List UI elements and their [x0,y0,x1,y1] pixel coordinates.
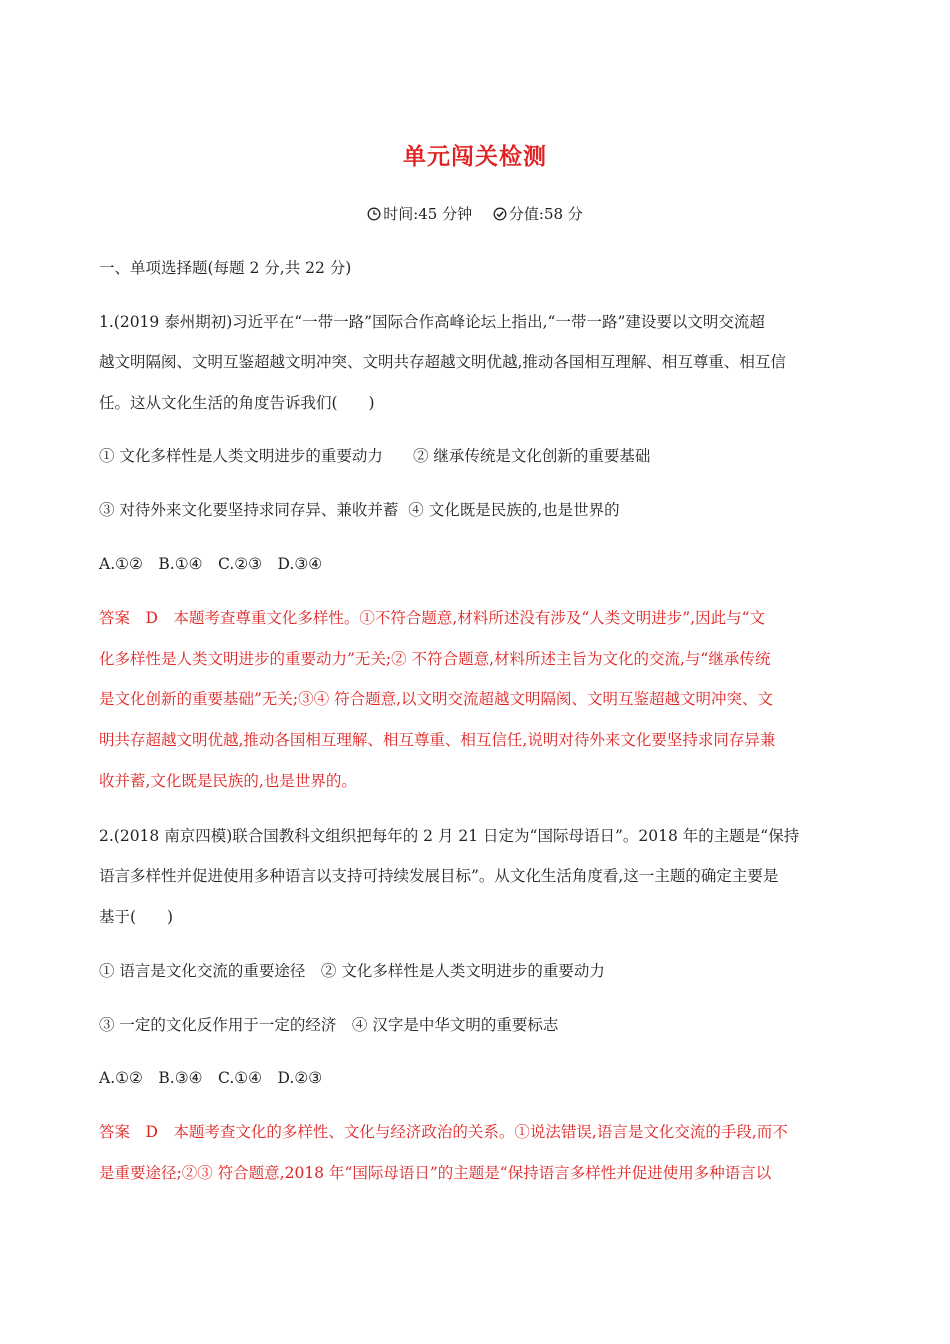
exam-meta [0,203,950,224]
q1-stem-line: 越文明隔阂、文明互鉴超越文明冲突、文明共存超越文明优越,推动各国相互理解、相互尊重、相互信 [99,353,786,371]
q1-answer-line: 化多样性是人类文明进步的重要动力”无关;② 不符合题意,材料所述主旨为文化的交流,与“继承传统 [99,650,771,668]
score-label: 分值:58 分 [508,205,583,223]
q1-answer-line: 明共存超越文明优越,推动各国相互理解、相互尊重、相互信任,说明对待外来文化要坚持求同存异兼 [99,731,776,749]
q2-answer-line: 是重要途径;②③ 符合题意,2018 年“国际母语日”的主题是“保持语言多样性并促进使用多种语言以 [99,1164,772,1182]
q1-choices: A.①② B.①④ C.②③ D.③④ [99,555,323,573]
q2-choices: A.①② B.③④ C.①④ D.②③ [99,1069,323,1087]
q1-answer-line: 收并蓄,文化既是民族的,也是世界的。 [99,772,357,790]
clock-icon [367,207,381,221]
q1-option-3: ③ 对待外来文化要坚持求同存异、兼收并蓄 [99,501,399,519]
time-label: 时间:45 分钟 [383,205,473,223]
score-info [493,203,583,224]
q2-options-row: ① 语言是文化交流的重要途径 ② 文化多样性是人类文明进步的重要动力 [99,962,605,980]
q1-stem-line: 任。这从文化生活的角度告诉我们( ) [99,394,375,412]
check-circle-icon [493,207,507,221]
q1-option-4: ④ 文化既是民族的,也是世界的 [408,501,620,519]
q1-option-1: ① 文化多样性是人类文明进步的重要动力 [99,447,383,465]
q1-option-2: ② 继承传统是文化创新的重要基础 [412,447,651,465]
q2-options-row: ③ 一定的文化反作用于一定的经济 ④ 汉字是中华文明的重要标志 [99,1016,559,1034]
q2-stem-line: 基于( ) [99,908,174,926]
time-info [367,203,472,224]
page-title: 单元闯关检测 [403,144,547,170]
q2-stem-line: 2.(2018 南京四模)联合国教科文组织把每年的 2 月 21 日定为“国际母语日”。2018 年的主题是“保持 [99,827,800,845]
q1-options-row [99,446,650,466]
q1-options-row [99,500,620,520]
q2-stem-line: 语言多样性并促进使用多种语言以支持可持续发展目标”。从文化生活角度看,这一主题的确定主要是 [99,867,779,885]
q2-answer-line: 答案 D 本题考查文化的多样性、文化与经济政治的关系。①说法错误,语言是文化交流的手段,而不 [99,1123,788,1141]
q1-stem-line: 1.(2019 泰州期初)习近平在“一带一路”国际合作高峰论坛上指出,“一带一路”建设要以文明交流超 [99,313,765,331]
section-heading: 一、单项选择题(每题 2 分,共 22 分) [99,259,352,277]
q1-answer-line: 答案 D 本题考查尊重文化多样性。①不符合题意,材料所述没有涉及“人类文明进步”,因此与“文 [99,609,766,627]
q1-answer-line: 是文化创新的重要基础”无关;③④ 符合题意,以文明交流超越文明隔阂、文明互鉴超越文明冲突、文 [99,690,774,708]
